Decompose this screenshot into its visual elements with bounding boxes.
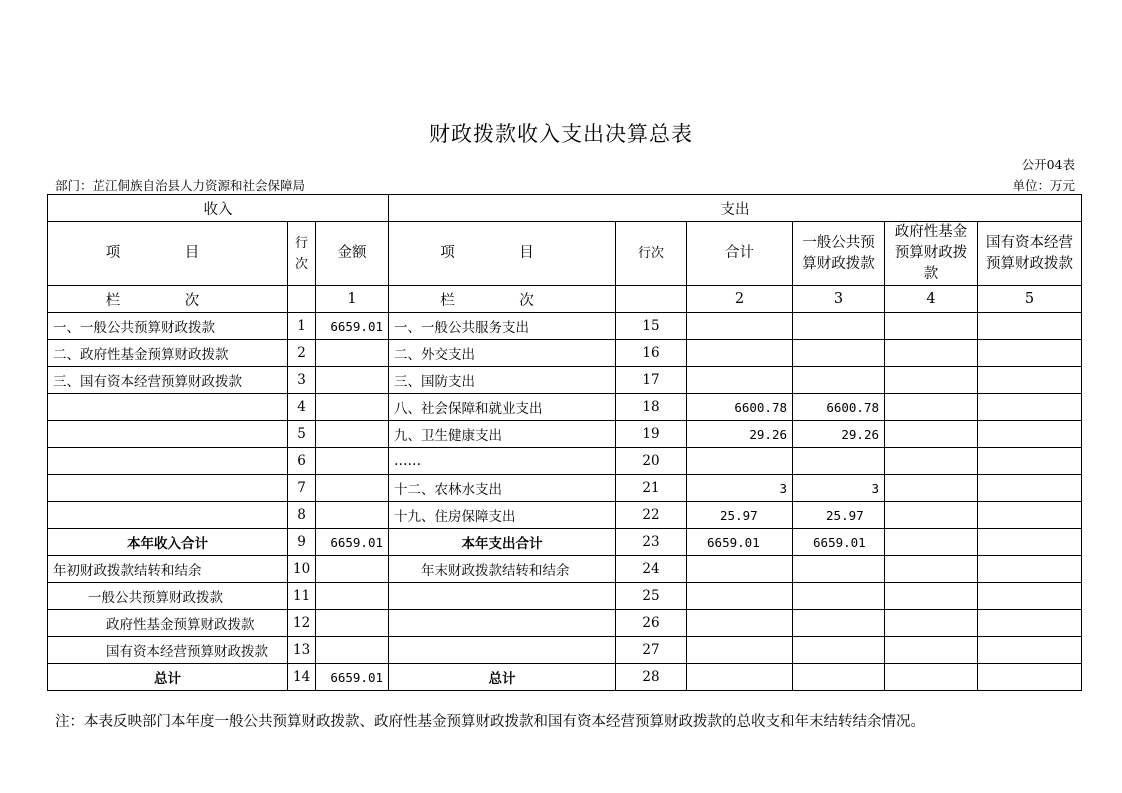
state-capital-cell: [978, 367, 1082, 394]
income-amount-cell: [316, 394, 389, 421]
expense-item-cell: 一、一般公共服务支出: [389, 313, 616, 340]
fund-budget-cell: [885, 529, 978, 556]
expense-row-no-cell: 17: [616, 367, 687, 394]
total-cell: [687, 664, 793, 691]
column-index-blank-2: [616, 286, 687, 313]
table-row: [48, 637, 1082, 664]
column-index-4: 4: [885, 286, 978, 313]
income-item-cell: 政府性基金预算财政拨款: [48, 610, 288, 637]
fund-budget-cell: [885, 583, 978, 610]
expense-item-cell: ……: [389, 448, 616, 475]
table-row: [48, 664, 1082, 691]
column-index-label-2: 栏 次: [389, 286, 616, 313]
income-amount-cell: [316, 421, 389, 448]
general-budget-cell: [793, 610, 885, 637]
general-budget-cell: [793, 367, 885, 394]
column-index-2: 2: [687, 286, 793, 313]
state-capital-cell: [978, 637, 1082, 664]
income-row-no-header: 行次: [288, 222, 316, 286]
fund-budget-cell: [885, 313, 978, 340]
table-row: [48, 502, 1082, 529]
income-row-no-cell: 14: [288, 664, 316, 691]
total-cell: 6600.78: [687, 394, 793, 421]
state-capital-cell: [978, 313, 1082, 340]
expense-item-cell: 八、社会保障和就业支出: [389, 394, 616, 421]
expense-row-no-header: 行次: [616, 222, 687, 286]
income-item-cell: 一、一般公共预算财政拨款: [48, 313, 288, 340]
state-capital-cell: [978, 475, 1082, 502]
state-capital-cell: [978, 394, 1082, 421]
total-cell: 3: [687, 475, 793, 502]
expense-row-no-cell: 18: [616, 394, 687, 421]
income-item-cell: [48, 475, 288, 502]
department-label: 部门：芷江侗族自治县人力资源和社会保障局: [55, 178, 306, 193]
table-row: [48, 475, 1082, 502]
total-cell: [687, 556, 793, 583]
state-capital-cell: [978, 340, 1082, 367]
fund-budget-cell: [885, 394, 978, 421]
state-capital-cell: [978, 421, 1082, 448]
general-budget-cell: 3: [793, 475, 885, 502]
income-amount-cell: [316, 637, 389, 664]
general-budget-cell: [793, 637, 885, 664]
income-item-cell: 三、国有资本经营预算财政拨款: [48, 367, 288, 394]
unit-label: 单位：万元: [1012, 178, 1075, 193]
total-cell: [687, 448, 793, 475]
state-capital-cell: [978, 583, 1082, 610]
income-amount-cell: 6659.01: [316, 313, 389, 340]
expense-item-cell: 三、国防支出: [389, 367, 616, 394]
fund-budget-cell: [885, 475, 978, 502]
income-item-cell: 本年收入合计: [48, 529, 288, 556]
income-amount-cell: [316, 502, 389, 529]
column-index-row: [48, 286, 1082, 313]
expense-row-no-cell: 25: [616, 583, 687, 610]
column-index-5: 5: [978, 286, 1082, 313]
column-index-1: 1: [316, 286, 389, 313]
income-row-no-cell: 13: [288, 637, 316, 664]
form-code: 公开04表: [1021, 157, 1075, 172]
general-budget-cell: [793, 340, 885, 367]
expense-item-cell: 九、卫生健康支出: [389, 421, 616, 448]
income-item-cell: 国有资本经营预算财政拨款: [48, 637, 288, 664]
expense-row-no-cell: 19: [616, 421, 687, 448]
expense-row-no-cell: 16: [616, 340, 687, 367]
header-row-1: [48, 195, 1082, 222]
general-budget-header: 一般公共预算财政拨款: [793, 222, 885, 286]
expense-row-no-cell: 28: [616, 664, 687, 691]
total-header: 合计: [687, 222, 793, 286]
expense-row-no-cell: 27: [616, 637, 687, 664]
income-item-cell: 二、政府性基金预算财政拨款: [48, 340, 288, 367]
income-header: 收入: [48, 195, 389, 222]
total-cell: [687, 610, 793, 637]
state-capital-cell: [978, 448, 1082, 475]
header-row-2: [48, 222, 1082, 286]
table-row: [48, 556, 1082, 583]
state-capital-cell: [978, 610, 1082, 637]
expense-item-cell: 总计: [389, 664, 616, 691]
general-budget-cell: 29.26: [793, 421, 885, 448]
income-item-cell: 一般公共预算财政拨款: [48, 583, 288, 610]
expense-item-cell: 本年支出合计: [389, 529, 616, 556]
fund-budget-cell: [885, 502, 978, 529]
table-row: [48, 367, 1082, 394]
table-row: [48, 448, 1082, 475]
income-row-no-cell: 8: [288, 502, 316, 529]
table-row: [48, 529, 1082, 556]
expense-row-no-cell: 23: [616, 529, 687, 556]
income-row-no-cell: 12: [288, 610, 316, 637]
income-amount-cell: 6659.01: [316, 664, 389, 691]
fund-budget-cell: [885, 421, 978, 448]
income-amount-cell: [316, 475, 389, 502]
column-index-blank: [288, 286, 316, 313]
expense-row-no-cell: 21: [616, 475, 687, 502]
expense-header: 支出: [389, 195, 1082, 222]
expense-item-header: 项 目: [389, 222, 616, 286]
budget-table: [47, 194, 1082, 691]
total-cell: 25.97: [687, 502, 793, 529]
expense-row-no-cell: 15: [616, 313, 687, 340]
expense-row-no-cell: 20: [616, 448, 687, 475]
total-cell: 29.26: [687, 421, 793, 448]
total-cell: 6659.01: [687, 529, 793, 556]
income-item-cell: [48, 448, 288, 475]
page-title: 财政拨款收入支出决算总表: [429, 122, 693, 146]
income-item-header: 项 目: [48, 222, 288, 286]
fund-budget-cell: [885, 448, 978, 475]
income-row-no-cell: 6: [288, 448, 316, 475]
column-index-3: 3: [793, 286, 885, 313]
general-budget-cell: [793, 313, 885, 340]
general-budget-cell: [793, 448, 885, 475]
amount-header: 金额: [316, 222, 389, 286]
income-row-no-cell: 7: [288, 475, 316, 502]
state-capital-header: 国有资本经营预算财政拨款: [978, 222, 1082, 286]
fund-budget-header: 政府性基金预算财政拨款: [885, 222, 978, 286]
fund-budget-cell: [885, 556, 978, 583]
total-cell: [687, 367, 793, 394]
fund-budget-cell: [885, 367, 978, 394]
general-budget-cell: [793, 583, 885, 610]
income-amount-cell: [316, 340, 389, 367]
table-row: [48, 394, 1082, 421]
income-item-cell: [48, 394, 288, 421]
table-row: [48, 313, 1082, 340]
income-row-no-cell: 1: [288, 313, 316, 340]
expense-item-cell: [389, 583, 616, 610]
fund-budget-cell: [885, 340, 978, 367]
expense-row-no-cell: 26: [616, 610, 687, 637]
fund-budget-cell: [885, 664, 978, 691]
general-budget-cell: 6600.78: [793, 394, 885, 421]
footnote: 注：本表反映部门本年度一般公共预算财政拨款、政府性基金预算财政拨款和国有资本经营预算财政拨款的总收支和年末结转结余情况。: [55, 714, 925, 730]
income-row-no-cell: 5: [288, 421, 316, 448]
general-budget-cell: 6659.01: [793, 529, 885, 556]
income-amount-cell: [316, 448, 389, 475]
expense-row-no-cell: 22: [616, 502, 687, 529]
income-amount-cell: [316, 610, 389, 637]
income-amount-cell: [316, 556, 389, 583]
income-row-no-cell: 4: [288, 394, 316, 421]
state-capital-cell: [978, 502, 1082, 529]
table-row: [48, 340, 1082, 367]
income-row-no-cell: 3: [288, 367, 316, 394]
expense-item-cell: 十九、住房保障支出: [389, 502, 616, 529]
table-row: [48, 421, 1082, 448]
income-amount-cell: 6659.01: [316, 529, 389, 556]
state-capital-cell: [978, 664, 1082, 691]
state-capital-cell: [978, 529, 1082, 556]
column-index-label: 栏 次: [48, 286, 288, 313]
table-row: [48, 610, 1082, 637]
income-row-no-cell: 2: [288, 340, 316, 367]
income-row-no-cell: 9: [288, 529, 316, 556]
income-row-no-cell: 10: [288, 556, 316, 583]
total-cell: [687, 340, 793, 367]
income-item-cell: 年初财政拨款结转和结余: [48, 556, 288, 583]
income-amount-cell: [316, 367, 389, 394]
expense-item-cell: [389, 610, 616, 637]
expense-item-cell: [389, 637, 616, 664]
general-budget-cell: 25.97: [793, 502, 885, 529]
expense-item-cell: 二、外交支出: [389, 340, 616, 367]
general-budget-cell: [793, 556, 885, 583]
income-item-cell: 总计: [48, 664, 288, 691]
income-amount-cell: [316, 583, 389, 610]
total-cell: [687, 313, 793, 340]
expense-item-cell: 年末财政拨款结转和结余: [389, 556, 616, 583]
expense-row-no-cell: 24: [616, 556, 687, 583]
table-row: [48, 583, 1082, 610]
fund-budget-cell: [885, 610, 978, 637]
income-item-cell: [48, 502, 288, 529]
total-cell: [687, 637, 793, 664]
income-row-no-cell: 11: [288, 583, 316, 610]
total-cell: [687, 583, 793, 610]
general-budget-cell: [793, 664, 885, 691]
expense-item-cell: 十二、农林水支出: [389, 475, 616, 502]
state-capital-cell: [978, 556, 1082, 583]
fund-budget-cell: [885, 637, 978, 664]
income-item-cell: [48, 421, 288, 448]
